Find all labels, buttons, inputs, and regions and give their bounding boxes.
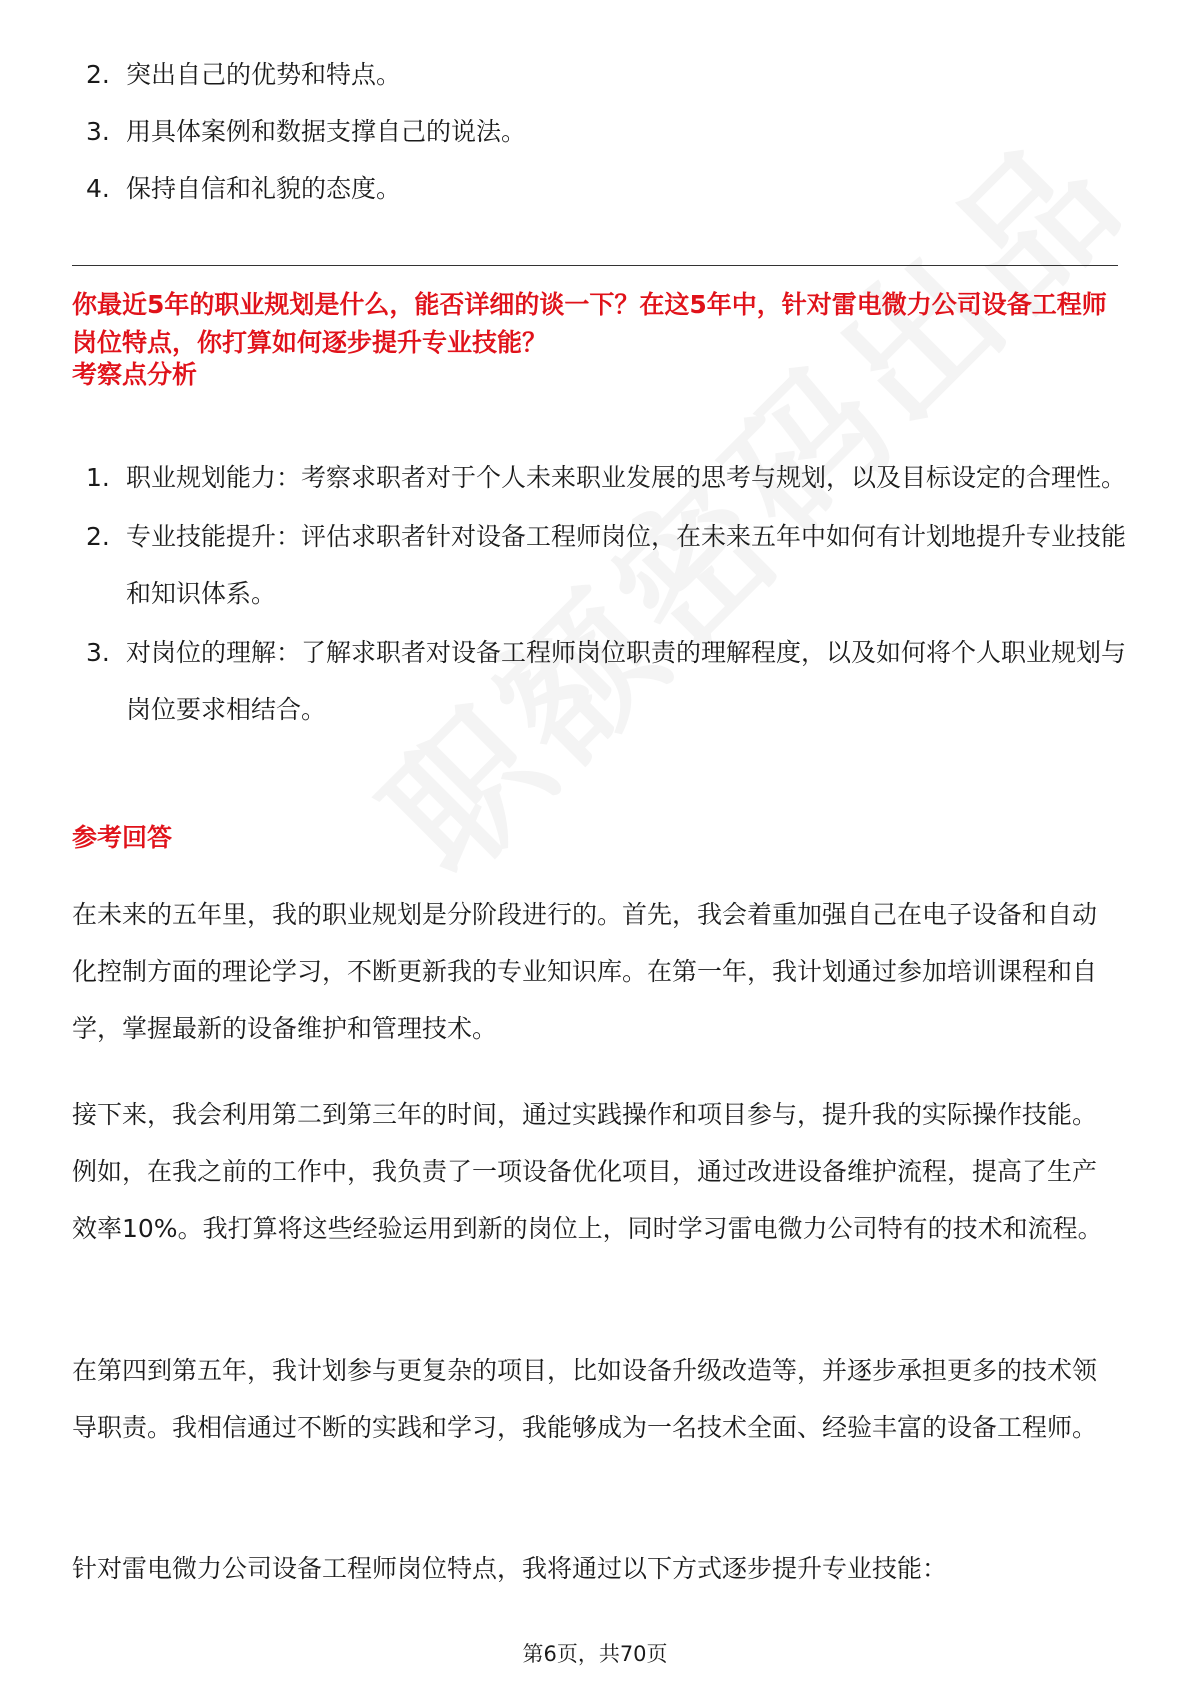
- answer-paragraph: 针对雷电微力公司设备工程师岗位特点，我将通过以下方式逐步提升专业技能：: [72, 1554, 948, 1583]
- list-item-text: 突出自己的优势和特点。: [126, 60, 402, 89]
- list-item: [86, 160, 1126, 217]
- answer-heading: 参考回答: [72, 823, 173, 852]
- analysis-list: [86, 449, 1126, 740]
- analysis-heading: 考察点分析: [72, 360, 198, 389]
- list-item-number: 1.: [86, 463, 110, 492]
- list-item-number: 2.: [86, 522, 110, 551]
- list-item: [86, 449, 1126, 506]
- answer-paragraph: 接下来，我会利用第二到第三年的时间，通过实践操作和项目参与，提升我的实际操作技能。例如，在我之前的工作中，我负责了一项设备优化项目，通过改进设备维护流程，提高了生产效率10%。我打算将这些经验运用到新的岗位上，同时学习雷电微力公司特有的技术和流程。: [72, 1100, 1103, 1243]
- interview-question: 你最近5年的职业规划是什么，能否详细的谈一下？在这5年中，针对雷电微力公司设备工程师岗位特点，你打算如何逐步提升专业技能？: [72, 290, 1107, 357]
- list-item-text: 对岗位的理解：了解求职者对设备工程师岗位职责的理解程度，以及如何将个人职业规划与岗位要求相结合。: [126, 638, 1127, 724]
- list-item-number: 4.: [86, 174, 110, 203]
- list-item-number: 2.: [86, 60, 110, 89]
- list-item: [86, 103, 1126, 160]
- page-number: 第6页，共70页: [522, 1642, 668, 1666]
- list-item: [86, 46, 1126, 103]
- list-item: [86, 624, 1126, 738]
- list-item-text: 用具体案例和数据支撑自己的说法。: [126, 117, 527, 146]
- list-item-text: 保持自信和礼貌的态度。: [126, 174, 402, 203]
- answer-paragraph: 在第四到第五年，我计划参与更复杂的项目，比如设备升级改造等，并逐步承担更多的技术领导职责。我相信通过不断的实践和学习，我能够成为一名技术全面、经验丰富的设备工程师。: [72, 1356, 1098, 1442]
- list-item-number: 3.: [86, 638, 110, 667]
- list-item-text: 职业规划能力：考察求职者对于个人未来职业发展的思考与规划，以及目标设定的合理性。: [126, 463, 1127, 492]
- tips-list: [86, 46, 1126, 217]
- list-item: [86, 508, 1126, 622]
- section-divider: [72, 265, 1118, 266]
- list-item-text: 专业技能提升：评估求职者针对设备工程师岗位，在未来五年中如何有计划地提升专业技能和知识体系。: [126, 522, 1127, 608]
- list-item-number: 3.: [86, 117, 110, 146]
- answer-paragraph: 在未来的五年里，我的职业规划是分阶段进行的。首先，我会着重加强自己在电子设备和自动化控制方面的理论学习，不断更新我的专业知识库。在第一年，我计划通过参加培训课程和自学，掌握最新的设备维护和管理技术。: [72, 900, 1098, 1043]
